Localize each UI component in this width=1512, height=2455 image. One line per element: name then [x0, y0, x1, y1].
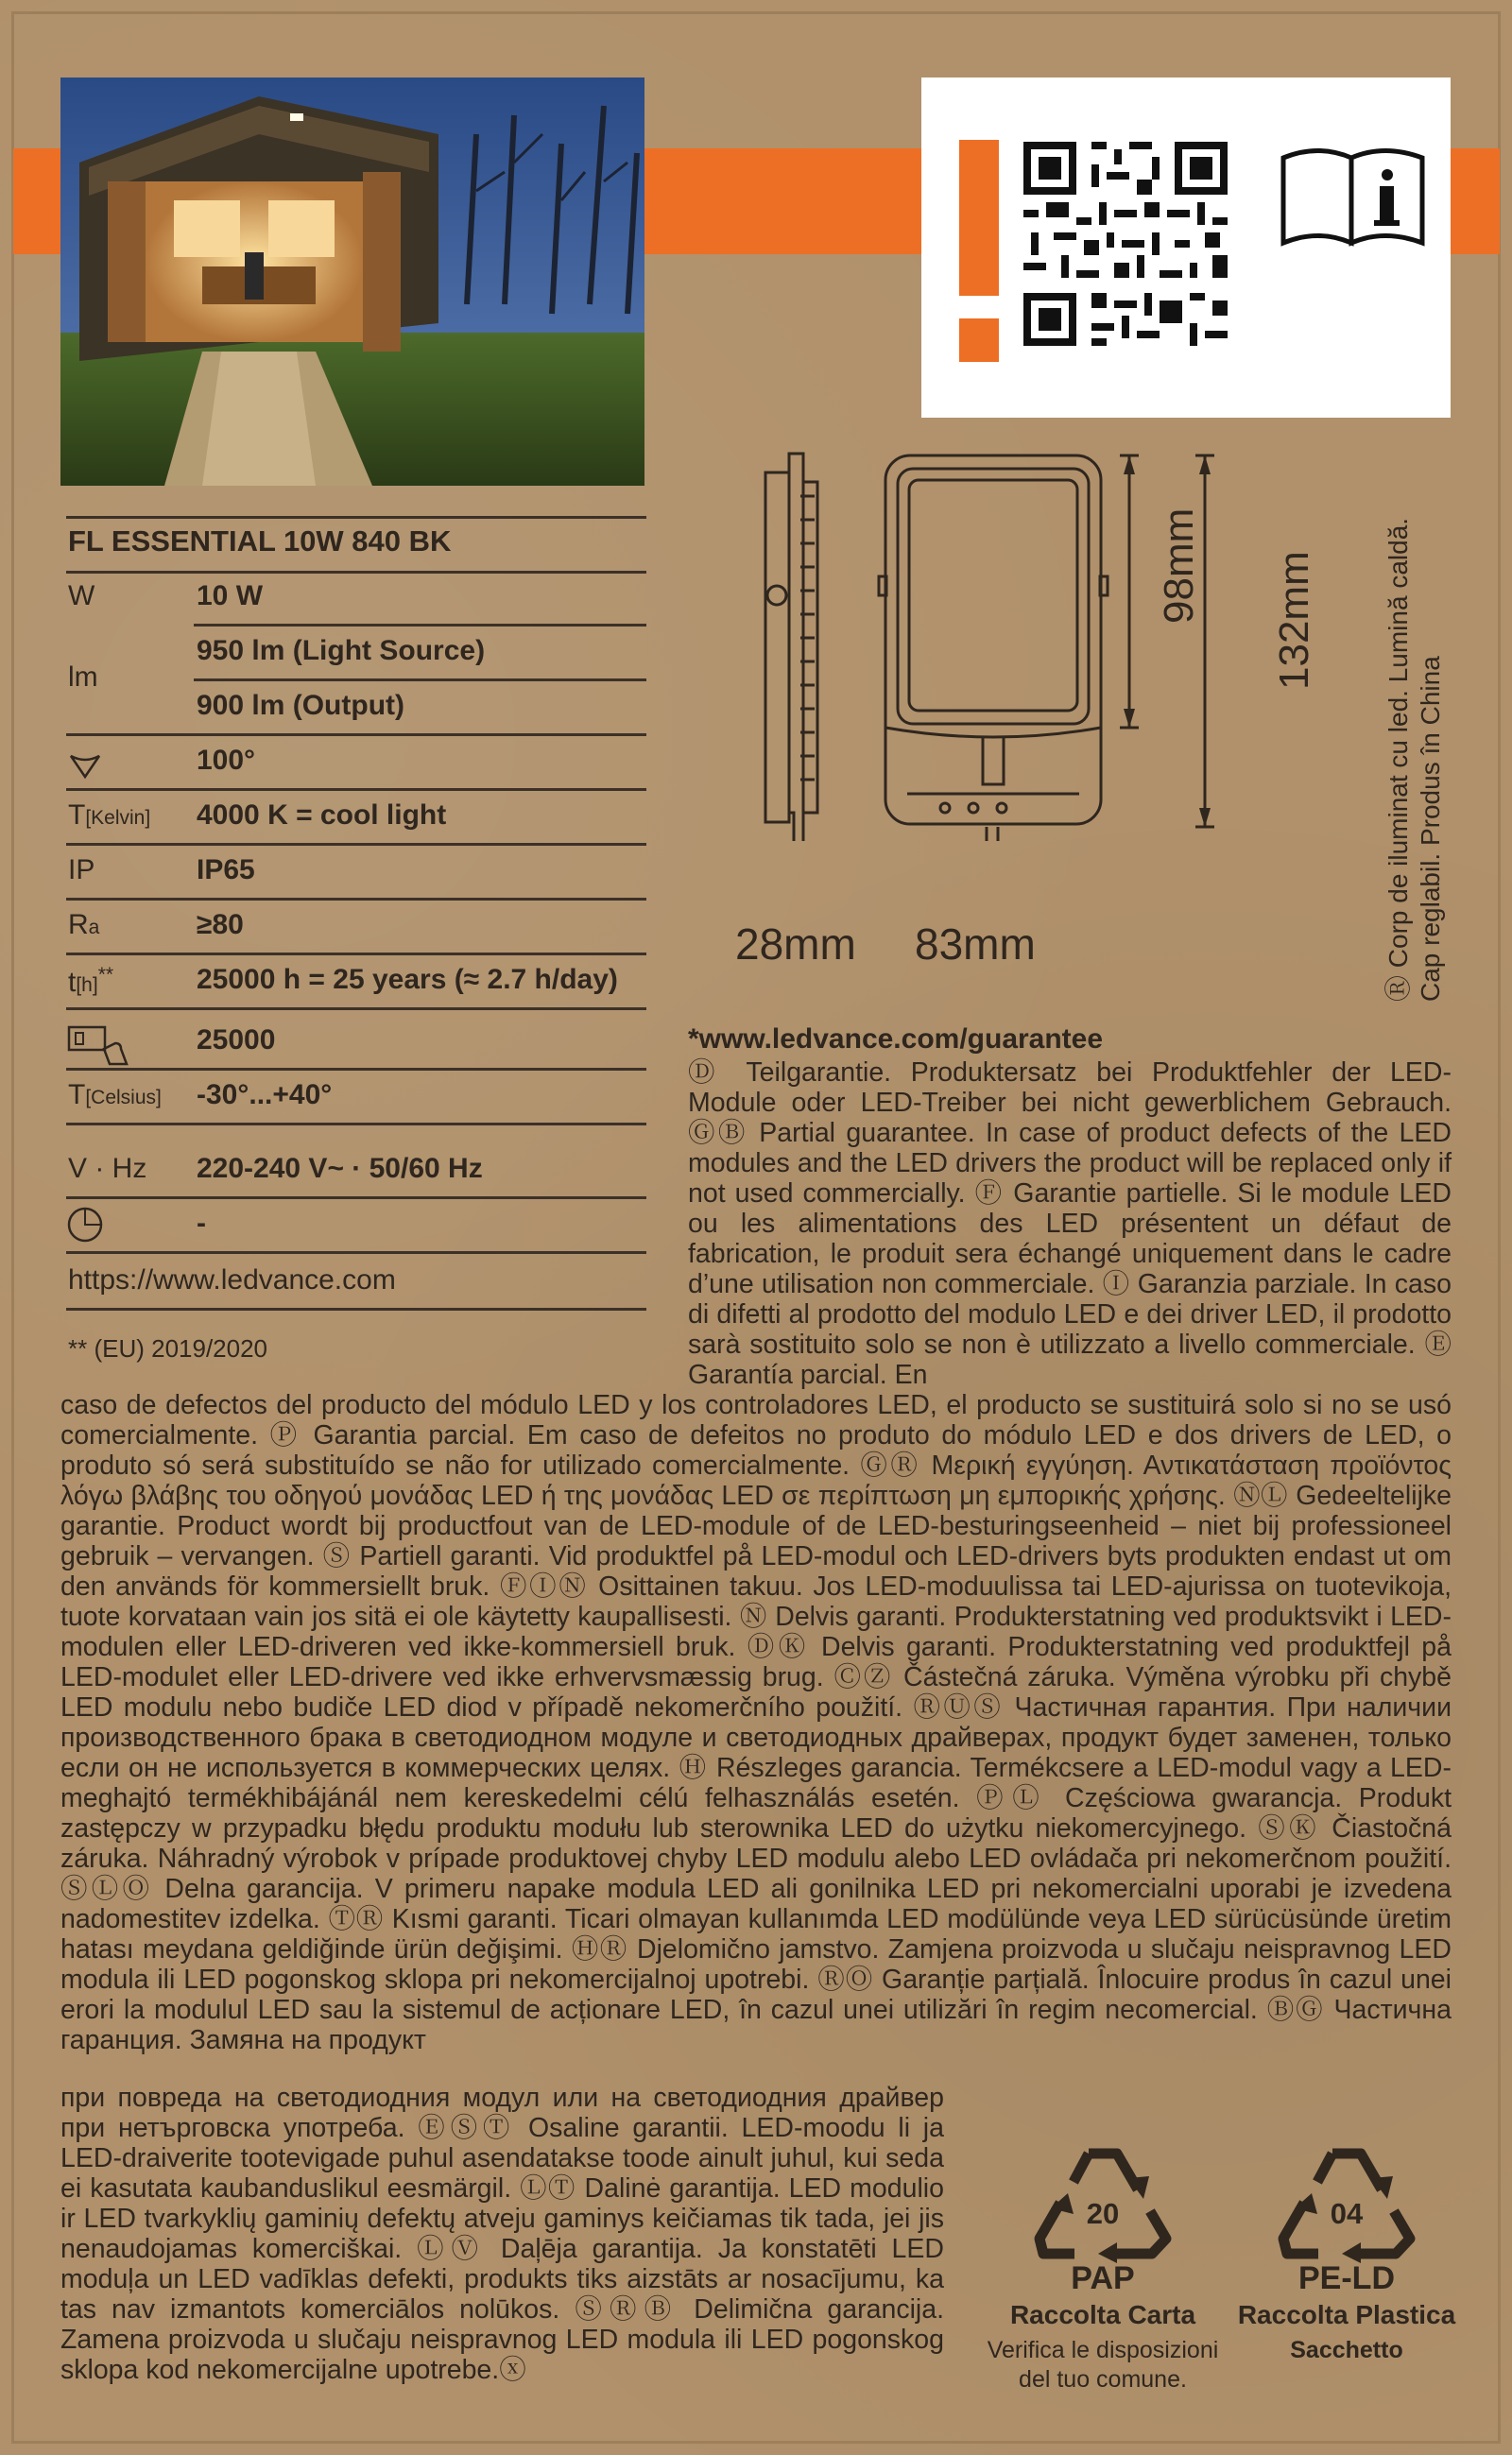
- table-rule: [66, 788, 646, 791]
- guarantee-text-right: Ⓓ Teilgarantie. Produktersatz bei Produktfehler der LED-Module oder LED-Treiber bei nicht gewerblichem Gebrauch. ⒼⒷ Partial guarantee. In case of product defects of the LED modules and the LED drivers the product will be replaced only if not used commercially. Ⓕ Garantie partielle. Si le module LED ou les alimentations des LED présentent un défaut de fabrication, le produit sera échangé uniquement dans le cadre d’une utilisation non commerciale. Ⓘ Garanzia parziale. In caso di difetti al prodotto del modulo LED e dei driver LED, il prodotto sarà sostituito solo se non è utilizzato a livello commerciale. Ⓔ Garantía parcial. En: [688, 1057, 1452, 1390]
- spec-temperature-label: T[Kelvin]: [68, 799, 151, 831]
- table-rule: [194, 678, 646, 681]
- orange-stripe-left: [13, 148, 62, 254]
- recycling-plastic-number: 04: [1330, 2197, 1364, 2230]
- recycling-paper-icon: [1032, 2140, 1174, 2263]
- spec-ambient-label: T[Celsius]: [68, 1079, 162, 1110]
- spec-lifetime-label: t[h]**: [68, 964, 114, 998]
- dimension-drawing: [747, 444, 1276, 841]
- spec-power-label: W: [68, 580, 95, 611]
- spec-temperature-value: 4000 K = cool light: [197, 799, 447, 831]
- side-text-romanian: Ⓡ Corp de iluminat cu led. Lumină caldă. Cap reglabil. Produs în China: [1383, 517, 1445, 1002]
- dimension-depth: 28mm: [735, 919, 856, 969]
- beam-angle-icon: [68, 752, 102, 781]
- orange-stripe-right: [1451, 148, 1500, 254]
- product-name: FL ESSENTIAL 10W 840 BK: [68, 524, 452, 558]
- spec-ip-label: IP: [68, 854, 95, 885]
- regulation-note: ** (EU) 2019/2020: [68, 1334, 268, 1363]
- table-rule: [66, 1007, 646, 1010]
- recycling-plastic-code: PE-LD: [1298, 2260, 1395, 2296]
- table-rule: [66, 1123, 646, 1125]
- recycling-paper-line2: Verifica le disposizioni: [987, 2337, 1219, 2363]
- recycling-paper-code: PAP: [1071, 2260, 1135, 2296]
- table-rule: [66, 1251, 646, 1254]
- recycling-paper-line1: Raccolta Carta: [1009, 2300, 1196, 2329]
- table-rule: [66, 1068, 646, 1071]
- spec-angle-value: 100°: [197, 745, 256, 776]
- recycling-paper-number: 20: [1086, 2197, 1120, 2230]
- manual-info-icon: [1276, 139, 1432, 252]
- exclamation-dot: [959, 318, 999, 362]
- qr-code-icon[interactable]: [1016, 134, 1235, 353]
- recycling-paper-line3: del tuo comune.: [1019, 2366, 1187, 2393]
- guarantee-text-full: caso de defectos del producto del módulo LED y los controladores LED, el producto se sustituirá solo si no se usó comercialmente. Ⓟ Garantia parcial. Em caso de defeitos no produto do módulo LED e dos drivers de LED, o produto só será substituído se não for utilizado comercialmente. ⒼⓇ Μερική εγγύηση. Αντικατάσταση προϊόντος λόγω βλάβης του οδηγού μονάδας LED ή της μονάδας LED σε περίπτωση μη εμπορικής χρήσης. ⓃⓁ Gedeeltelijke garantie. Product wordt bij productfout van de LED-module of de LED-besturingseenheid – niet bij professioneel gebruik – vervangen. Ⓢ Partiell garanti. Vid produktfel på LED-modul och LED-drivers byts produkten endast ut om den används för kommersiellt bruk. ⒻⒾⓃ Osittainen takuu. Jos LED-moduulissa tai LED-ajurissa on tuotevikoja, tuote korvataan vain jos sitä ei ole käytetty kaupallisesti. Ⓝ Delvis garanti. Produkterstatning ved produktsvikt i LED-modulen eller LED-driveren ved ikke-kommersiell bruk. ⒹⓀ Delvis garanti. Produkterstatning ved produktfejl på LED-modulet eller LED-drivere ved ikke erhvervsmæssig brug. ⒸⓏ Částečná záruka. Výměna výrobku při chybě LED modulu nebo budiče LED diod v případě nekomerčního použití. ⓇⓊⓈ Частичная гарантия. При наличии производственного брака в светодиодном модуле и светодиодных драйверах, продукт будет заменен, только если он не используется в коммерческих целях. Ⓗ Részleges garancia. Termékcsere a LED-modul vagy a LED-meghajtó termékhibájánál nem kereskedelmi célú felhasználás esetén. ⓅⓁ Częściowa gwarancja. Produkt zastępczy w przypadku błędu produktu modułu lub sterownika LED do użytku niekomercyjnego. ⓈⓀ Čiastočná záruka. Náhradný výrobok v prípade produktovej chyby LED modulu alebo LED ovládača pri nekomerčnom použití. ⓈⓁⓄ Delna garancija. V primeru napake modula LED ali gonilnika LED pri nekomercialni uporabi je izvedena nadomestitev izdelka. ⓉⓇ Kısmi garanti. Ticari olmayan kullanımda LED modülünde veya LED sürücüsünde üretim hatası meydana geldiğinde ürün değişimi. ⒽⓇ Djelomično jamstvo. Zamjena proizvoda u slučaju neispravnog LED modula ili LED pogonskog sklopa pri nekomercijalnoj upotrebi. ⓇⓄ Garanție parțială. Înlocuire produs în cazul unei erori la modulul LED sau la sistemul de acționare LED, în cazul unei utilizări în regim necomercial. ⒷⒼ Частична гаранция. Замяна на продукт: [60, 1390, 1452, 2055]
- product-photo: [60, 77, 644, 486]
- website-link[interactable]: https://www.ledvance.com: [68, 1264, 396, 1296]
- guarantee-url[interactable]: *www.ledvance.com/guarantee: [688, 1023, 1104, 1055]
- dimension-width: 83mm: [915, 919, 1036, 969]
- spec-switching-value: 25000: [197, 1024, 276, 1056]
- dimension-height-outer: 132mm: [1271, 551, 1317, 690]
- spec-voltage-label: V · Hz: [68, 1153, 147, 1184]
- exclamation-icon: [959, 140, 999, 296]
- table-rule: [66, 516, 646, 519]
- info-panel: [921, 77, 1451, 418]
- table-rule: [66, 733, 646, 736]
- spec-power-value: 10 W: [197, 580, 264, 611]
- dimension-height-inner: 98mm: [1156, 507, 1202, 624]
- spec-lumen-label: lm: [68, 661, 98, 693]
- table-rule: [66, 1196, 646, 1199]
- recycling-plastic-icon: [1276, 2140, 1418, 2263]
- table-rule: [66, 843, 646, 846]
- orange-stripe-middle: [644, 148, 923, 254]
- table-rule: [194, 624, 646, 627]
- recycling-plastic-line1: Raccolta Plastica: [1237, 2300, 1456, 2329]
- dimming-icon: [66, 1206, 104, 1244]
- table-rule: [66, 1308, 646, 1311]
- spec-ambient-value: -30°...+40°: [197, 1079, 333, 1110]
- spec-voltage-value: 220-240 V~ · 50/60 Hz: [197, 1153, 483, 1184]
- spec-lumen-value-source: 950 lm (Light Source): [197, 635, 486, 666]
- spec-dimming-value: -: [197, 1208, 206, 1239]
- recycling-plastic-line2: Sacchetto: [1290, 2337, 1403, 2363]
- table-rule: [66, 898, 646, 901]
- spec-lumen-value-output: 900 lm (Output): [197, 690, 405, 721]
- spec-cri-label: Ra: [68, 909, 100, 940]
- spec-lifetime-value: 25000 h = 25 years (≈ 2.7 h/day): [197, 964, 618, 995]
- spec-ip-value: IP65: [197, 854, 255, 885]
- switching-cycles-icon: [66, 1022, 129, 1068]
- guarantee-text-bottom: при повреда на светодиодния модул или на светодиодния драйвер при нетърговска употреба. ⒺⓈⓉ Osaline garantii. LED-moodu li ja LED-draiverite tootevigade puhul asendatakse toode ainult juhul, kui seda ei kasutata kaubanduslikul eesmärgil. ⓁⓉ Dalinė garantija. LED modulio ir LED tvarkyklių gaminių defektų atveju gaminys keičiamas tik tada, jei jis nenaudojamas komerciškai. ⓁⓋ Daļēja garantija. Ja konstatēti LED moduļa un LED vadīklas defekti, produkts tiks aizstāts ar nosacījumu, ka tas nav izmantots komerciālos nolūkos. ⓈⓇⒷ Delimična garancija. Zamena proizvoda u slučaju neispravnog LED modula ili LED pogonskog sklopa kod nekomercijalne upotrebe.ⓧ: [60, 2083, 944, 2385]
- spec-cri-value: ≥80: [197, 909, 244, 940]
- table-rule: [66, 571, 646, 574]
- table-rule: [66, 953, 646, 955]
